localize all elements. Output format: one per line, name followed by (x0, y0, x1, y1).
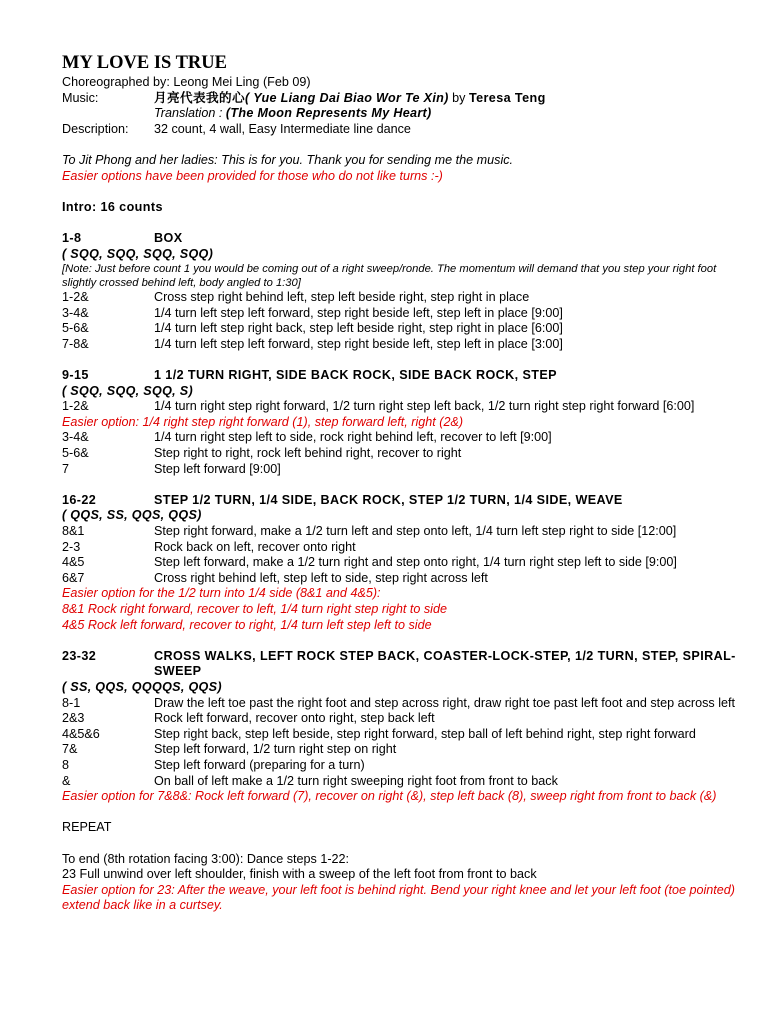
section-name: CROSS WALKS, LEFT ROCK STEP BACK, COASTER-LOCK-STEP, 1/2 TURN, STEP, SPIRAL-SWEEP (154, 648, 736, 679)
music-label: Music: (62, 90, 99, 105)
section-rhythm: ( QQS, SS, QQS, QQS) (62, 508, 202, 523)
translation-row (62, 106, 742, 122)
step-count: 7 (62, 461, 70, 476)
section-header (62, 493, 742, 509)
translation-value: (The Moon Represents My Heart) (225, 106, 432, 121)
step-row (62, 446, 742, 462)
easier-options-note: Easier options have been provided for those who do not like turns :-) (62, 168, 443, 183)
step-count: 2&3 (62, 711, 85, 726)
music-chinese-title: 月亮代表我的心 (154, 90, 245, 105)
easier-option: Easier option for 7&8&: Rock left forward (7), recover on right (&), step left back (8), sweep right from front to back (&) (62, 789, 717, 804)
section-rhythm: ( SS, QQS, QQQQS, QQS) (62, 679, 222, 694)
section-name: BOX (154, 230, 183, 245)
description-value: 32 count, 4 wall, Easy Intermediate line dance (154, 121, 411, 136)
section-rhythm: ( SQQ, SQQ, SQQ, SQQ) (62, 246, 214, 261)
step-count: 8 (62, 757, 70, 772)
step-row (62, 524, 742, 540)
step-count: 8-1 (62, 695, 81, 710)
step-count: 3-4& (62, 430, 89, 445)
step-row (62, 430, 742, 446)
step-count: 1-2& (62, 399, 89, 414)
step-count: 5-6& (62, 321, 89, 336)
step-row (62, 540, 742, 556)
choreographer-line: Choreographed by: Leong Mei Ling (Feb 09) (62, 75, 311, 89)
step-description: Step right forward, make a 1/2 turn left and step onto left, 1/4 turn left step right to side [12:00] (154, 524, 677, 539)
step-sheet (62, 52, 742, 914)
step-description: Cross right behind left, step left to side, step right across left (154, 570, 488, 585)
section-counts: 9-15 (62, 368, 89, 383)
easier-option: 4&5 Rock left forward, recover to right, 1/4 turn left step left to side (62, 617, 432, 632)
repeat-label: REPEAT (62, 820, 112, 835)
step-count: 4&5 (62, 555, 85, 570)
step-count: 4&5&6 (62, 726, 100, 741)
dedication: To Jit Phong and her ladies: This is for you. Thank you for sending me the music. (62, 152, 514, 167)
step-row (62, 462, 742, 478)
section-name: 1 1/2 TURN RIGHT, SIDE BACK ROCK, SIDE BACK ROCK, STEP (154, 368, 557, 383)
ending-easier-option: Easier option for 23: After the weave, your left foot is behind right. Bend your right knee and let your left foot (toe pointed) extend back like in a curtsey. (62, 882, 735, 913)
step-description: 1/4 turn left step right back, step left beside right, step right in place [6:00] (154, 321, 563, 336)
step-count: 8&1 (62, 524, 85, 539)
step-description: 1/4 turn right step left to side, rock right behind left, recover to left [9:00] (154, 430, 552, 445)
section-name: STEP 1/2 TURN, 1/4 SIDE, BACK ROCK, STEP 1/2 TURN, 1/4 SIDE, WEAVE (154, 492, 623, 507)
step-row (62, 337, 742, 353)
music-pinyin: ( Yue Liang Dai Biao Wor Te Xin) (244, 90, 449, 105)
step-description: Step left forward [9:00] (154, 461, 281, 476)
section-counts: 23-32 (62, 648, 97, 663)
step-description: Step left forward, make a 1/2 turn right and step onto right, 1/4 turn right step left to side [9:00] (154, 555, 677, 570)
step-count: 6&7 (62, 570, 85, 585)
music-artist: Teresa Teng (468, 90, 546, 105)
step-count: 7& (62, 742, 78, 757)
step-count: 3-4& (62, 305, 89, 320)
step-description: On ball of left make a 1/2 turn right sweeping right foot from front to back (154, 773, 558, 788)
step-row (62, 758, 742, 774)
section-note: [Note: Just before count 1 you would be coming out of a right sweep/ronde. The momentum will demand that you step your right foot slightly crossed behind left, body angled to 1:30] (62, 263, 717, 290)
description-label: Description: (62, 121, 129, 136)
step-description: 1/4 turn left step left forward, step right beside left, step left in place [3:00] (154, 336, 563, 351)
step-count: 5-6& (62, 446, 89, 461)
sections (62, 215, 742, 804)
music-by: by (448, 90, 469, 105)
step-description: 1/4 turn right step right forward, 1/2 turn right step left back, 1/2 turn right step right forward [6:00] (154, 399, 695, 414)
easier-option: Easier option: 1/4 right step right forward (1), step forward left, right (2&) (62, 414, 464, 429)
easier-option: Easier option for the 1/2 turn into 1/4 side (8&1 and 4&5): (62, 586, 381, 601)
section-header (62, 231, 742, 247)
step-row (62, 727, 742, 743)
section-header (62, 368, 742, 384)
step-count: 2-3 (62, 539, 81, 554)
step-count: & (62, 773, 71, 788)
step-row (62, 696, 742, 712)
step-count: 7-8& (62, 336, 89, 351)
step-description: Cross step right behind left, step left beside right, step right in place (154, 290, 530, 305)
step-description: Step right back, step left beside, step right forward, step ball of left behind right, step right forward (154, 726, 696, 741)
step-description: Step left forward, 1/2 turn right step on right (154, 742, 397, 757)
step-row (62, 571, 742, 587)
step-description: Step left forward (preparing for a turn) (154, 757, 365, 772)
step-row (62, 321, 742, 337)
translation-label: Translation : (154, 106, 226, 121)
step-count: 1-2& (62, 290, 89, 305)
ending-step: 23 Full unwind over left shoulder, finish with a sweep of the left foot from front to back (62, 867, 537, 882)
step-description: Draw the left toe past the right foot and step across right, draw right toe past left foot and step across left (154, 695, 736, 710)
step-row (62, 711, 742, 727)
step-description: 1/4 turn left step left forward, step right beside left, step left in place [9:00] (154, 305, 563, 320)
description-row (62, 122, 742, 138)
step-row (62, 399, 742, 415)
step-description: Rock left forward, recover onto right, step back left (154, 711, 435, 726)
step-row (62, 306, 742, 322)
section-header (62, 649, 742, 680)
step-row (62, 774, 742, 790)
step-row (62, 555, 742, 571)
intro-counts: Intro: 16 counts (62, 199, 163, 214)
section-counts: 1-8 (62, 230, 82, 245)
easier-option: 8&1 Rock right forward, recover to left, 1/4 turn right step right to side (62, 602, 447, 616)
ending-line: To end (8th rotation facing 3:00): Dance steps 1-22: (62, 851, 350, 866)
section-rhythm: ( SQQ, SQQ, SQQ, S) (62, 383, 193, 398)
step-description: Step right to right, rock left behind right, recover to right (154, 446, 462, 461)
step-row (62, 742, 742, 758)
section-counts: 16-22 (62, 492, 97, 507)
step-row (62, 290, 742, 306)
step-description: Rock back on left, recover onto right (154, 539, 356, 554)
dance-title: MY LOVE IS TRUE (62, 53, 227, 73)
music-row (62, 91, 742, 107)
